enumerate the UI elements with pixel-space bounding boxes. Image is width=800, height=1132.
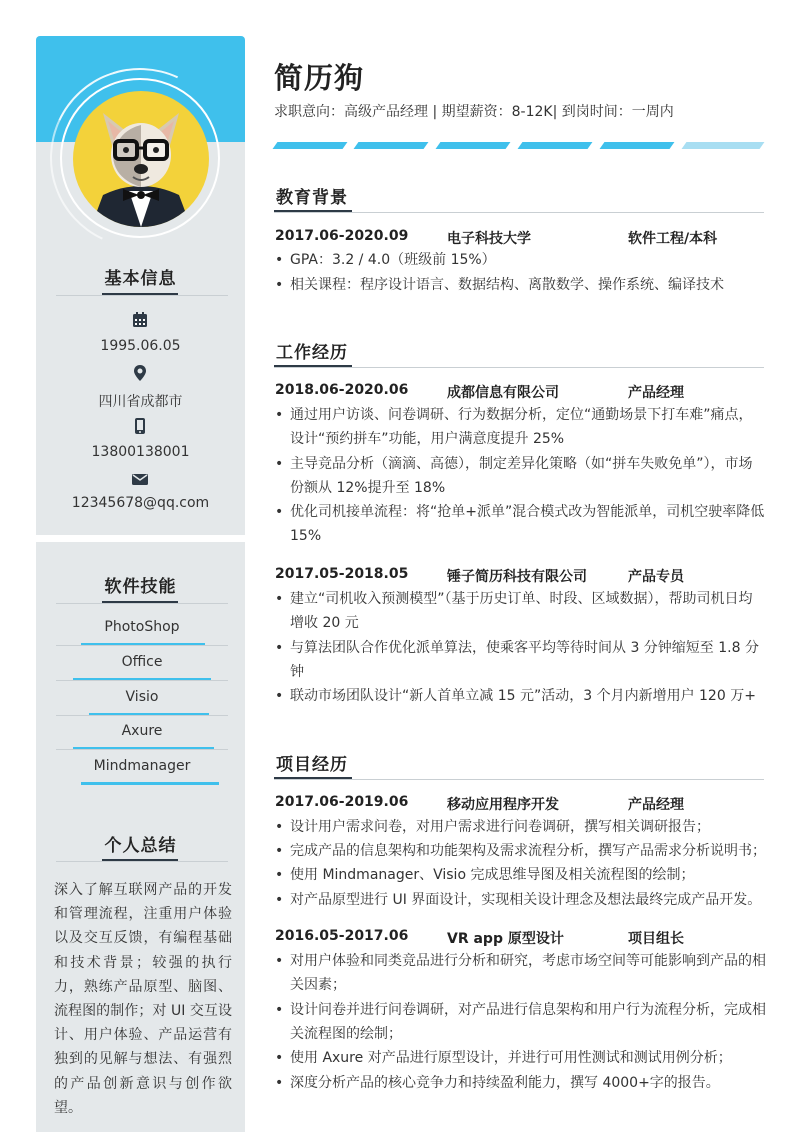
- project-bullet: • 深度分析产品的核心竞争力和持续盈利能力，撰写 4000+字的报告。: [274, 1071, 766, 1095]
- header-stripe: [436, 142, 511, 149]
- education-bullet: • 相关课程：程序设计语言、数据结构、离散数学、操作系统、编译技术: [274, 273, 766, 297]
- job-role: 产品专员: [628, 569, 684, 585]
- job-role: 产品经理: [628, 385, 684, 401]
- birthday-text: 1995.06.05: [100, 338, 181, 354]
- header-stripe: [273, 142, 348, 149]
- email-icon: [131, 470, 149, 488]
- job-bullet: • 通过用户访谈、问卷调研、行为数据分析，定位“通勤场景下打车难”痛点，设计“预约拼车”功能，用户满意度提升 25%: [274, 403, 766, 452]
- work-title: 工作经历: [276, 343, 348, 363]
- skill-axure: Axure: [121, 723, 163, 739]
- header-stripe: [682, 142, 765, 149]
- job-period: 2017.05-2018.05: [275, 566, 409, 582]
- basic-info-divider: [56, 295, 228, 296]
- skill-office: Office: [121, 654, 163, 670]
- phone-icon: [131, 417, 149, 435]
- education-divider: [274, 212, 764, 213]
- intent-value: 高级产品经理: [344, 104, 428, 120]
- skill-divider: [56, 715, 228, 716]
- project-bullet: • 设计问卷并进行问卷调研，对产品进行信息架构和用户行为流程分析，完成相关流程图的绘制；: [274, 998, 766, 1047]
- education-school: 电子科技大学: [447, 231, 531, 247]
- project-bullet: • 设计用户需求问卷，对用户需求进行问卷调研，撰写相关调研报告；: [274, 815, 766, 839]
- education-major: 软件工程/本科: [628, 231, 718, 247]
- project-bullet: • 完成产品的信息架构和功能架构及需求流程分析，撰写产品需求分析说明书；: [274, 839, 766, 863]
- separator: |: [552, 104, 558, 120]
- skill-visio: Visio: [125, 689, 159, 705]
- candidate-name: 简历狗: [274, 61, 365, 95]
- avatar: [73, 91, 209, 227]
- job-intent-line: [274, 101, 674, 121]
- project-bullet: • 使用 Axure 对产品进行原型设计，并进行可用性测试和测试用例分析；: [274, 1046, 766, 1070]
- job-bullet: • 主导竞品分析（滴滴、高德），制定差异化策略（如“拼车失败免单”），市场份额从 12%提升至 18%: [274, 452, 766, 501]
- header-stripe: [518, 142, 593, 149]
- job-period: 2018.06-2020.06: [275, 382, 409, 398]
- salary-label: 期望薪资：: [441, 104, 512, 120]
- phone-text: 13800138001: [91, 444, 190, 460]
- skill-mindmanager: Mindmanager: [93, 758, 191, 774]
- project-name: 移动应用程序开发: [447, 797, 559, 813]
- job-company: 成都信息有限公司: [447, 385, 559, 401]
- projects-title: 项目经历: [276, 755, 348, 775]
- arrival-value: 一周内: [631, 104, 674, 120]
- education-title: 教育背景: [276, 188, 348, 208]
- skill-mindmanager-level-bar: [81, 782, 219, 785]
- work-divider: [274, 367, 764, 368]
- basic-info-title: 基本信息: [104, 269, 177, 289]
- arrival-label: 到岗时间：: [561, 104, 632, 120]
- skills-divider: [56, 603, 228, 604]
- summary-text: 深入了解互联网产品的开发和管理流程，注重用户体验以及交互反馈，有编程基础和技术背景；较强的执行力，熟练产品原型、脑图、流程图的制作；对 UI 交互设计、用户体验、产品运营有独到的见解与想法、有强烈的产品创新意识与创作欲望。: [54, 882, 232, 1116]
- education-period: 2017.06-2020.09: [275, 228, 409, 244]
- job-bullet: • 联动市场团队设计“新人首单立减 15 元”活动，3 个月内新增用户 120 万+: [274, 684, 766, 708]
- skills-title: 软件技能: [104, 577, 177, 597]
- job-bullet: • 建立“司机收入预测模型”（基于历史订单、时段、区域数据），帮助司机日均增收 20 元: [274, 587, 766, 636]
- header-stripe: [354, 142, 429, 149]
- skill-photoshop: PhotoShop: [104, 619, 180, 635]
- salary-value: 8-12K: [511, 104, 553, 120]
- job-bullet: • 优化司机接单流程：将“抢单+派单”混合模式改为智能派单，司机空驶率降低 15%: [274, 500, 766, 549]
- project-role: 项目组长: [628, 931, 684, 947]
- skill-divider: [56, 749, 228, 750]
- summary-divider: [56, 861, 228, 862]
- email-text: 12345678@qq.com: [71, 495, 210, 511]
- project-bullet: • 使用 Mindmanager、Visio 完成思维导图及相关流程图的绘制；: [274, 863, 766, 887]
- skill-divider: [56, 680, 228, 681]
- job-bullet: • 与算法团队合作优化派单算法，使乘客平均等待时间从 3 分钟缩短至 1.8 分钟: [274, 636, 766, 685]
- separator: |: [432, 104, 438, 120]
- project-period: 2017.06-2019.06: [275, 794, 409, 810]
- dog-portrait-illustration: [73, 91, 209, 227]
- project-bullet: • 对用户体验和同类竞品进行分析和研究，考虑市场空间等可能影响到产品的相关因素；: [274, 949, 766, 998]
- calendar-icon: [131, 311, 149, 329]
- project-name: VR app 原型设计: [447, 931, 564, 947]
- project-period: 2016.05-2017.06: [275, 928, 409, 944]
- intent-label: 求职意向：: [274, 104, 344, 120]
- projects-divider: [274, 779, 764, 780]
- project-bullet: • 对产品原型进行 UI 界面设计，实现相关设计理念及想法最终完成产品开发。: [274, 888, 766, 912]
- skill-divider: [56, 645, 228, 646]
- header-stripe: [600, 142, 675, 149]
- location-pin-icon: [131, 364, 149, 382]
- project-role: 产品经理: [628, 797, 684, 813]
- education-bullet: • GPA：3.2 / 4.0（班级前 15%）: [274, 248, 766, 272]
- job-company: 锤子简历科技有限公司: [447, 569, 587, 585]
- summary-title: 个人总结: [104, 836, 177, 856]
- location-text: 四川省成都市: [98, 394, 183, 410]
